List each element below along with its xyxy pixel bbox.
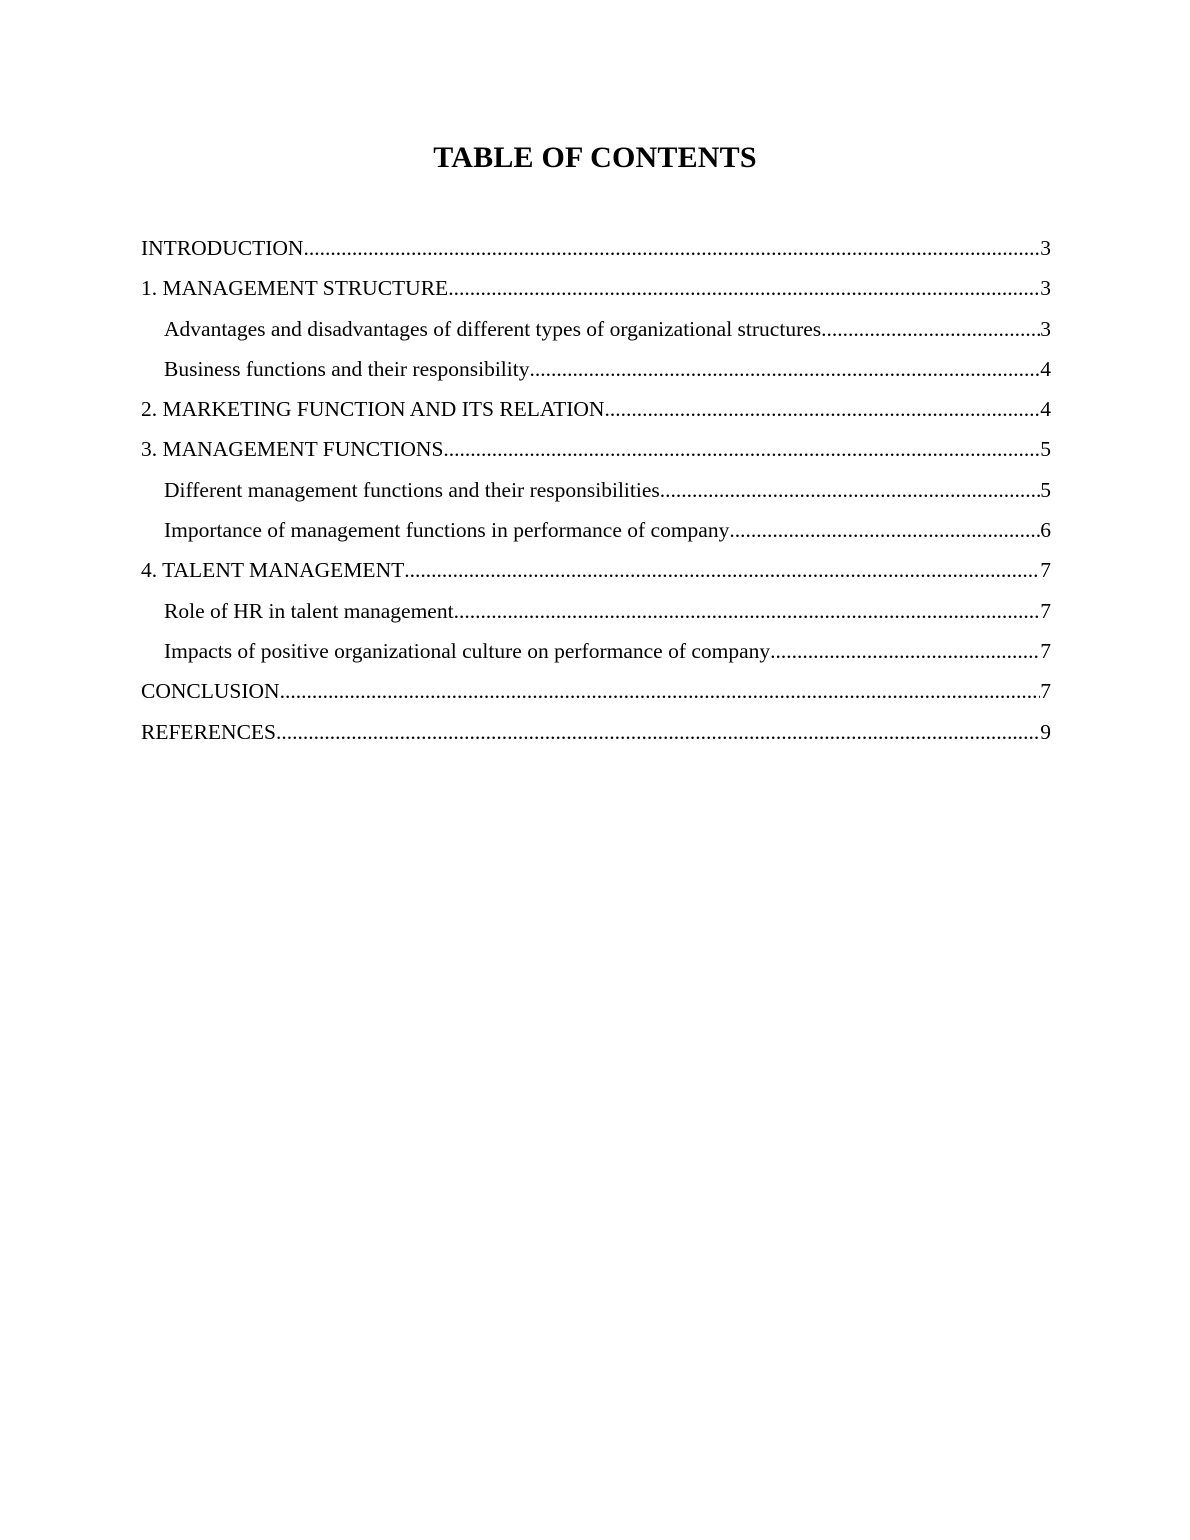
toc-entry-text: 1. MANAGEMENT STRUCTURE [141,276,449,301]
toc-page-number: 4 [1040,397,1051,422]
toc-entry-management-functions[interactable] [141,429,1051,469]
toc-page-number: 4 [1040,356,1051,381]
toc-entry-business-functions[interactable] [141,349,1051,389]
toc-list [141,228,1051,752]
toc-entry-text: 3. MANAGEMENT FUNCTIONS [141,437,444,462]
toc-page-number: 5 [1040,477,1051,502]
toc-entry-talent-management[interactable] [141,550,1051,590]
toc-page-number: 7 [1040,558,1051,583]
toc-entry-different-management-functions[interactable] [141,470,1051,510]
page-title: TABLE OF CONTENTS [433,141,757,174]
toc-entry-introduction[interactable] [141,228,1051,268]
toc-dot-leader [821,309,1040,349]
toc-entry-role-of-hr[interactable] [141,591,1051,631]
toc-entry-importance-management-functions[interactable] [141,510,1051,550]
toc-page-number: 3 [1040,316,1051,341]
toc-page-number: 7 [1040,598,1051,623]
toc-dot-leader [404,550,1040,590]
toc-entry-text: Business functions and their responsibility [164,356,530,381]
toc-entry-text: Role of HR in talent management [164,598,454,623]
toc-dot-leader [660,470,1040,510]
toc-page-number: 3 [1040,276,1051,301]
toc-entry-text: Advantages and disadvantages of different types of organizational structures [164,316,822,341]
toc-dot-leader [454,591,1041,631]
toc-entry-advantages-disadvantages[interactable] [141,309,1051,349]
toc-dot-leader [448,268,1040,308]
toc-dot-leader [729,510,1040,550]
toc-entry-text: CONCLUSION [141,679,280,704]
toc-dot-leader [280,671,1041,711]
toc-entry-text: 2. MARKETING FUNCTION AND ITS RELATION [141,397,605,422]
toc-entry-marketing-function[interactable] [141,389,1051,429]
toc-dot-leader [770,631,1040,671]
toc-dot-leader [276,712,1040,752]
toc-page-number: 7 [1040,679,1051,704]
toc-page-number: 9 [1040,719,1051,744]
toc-entry-references[interactable] [141,712,1051,752]
toc-entry-conclusion[interactable] [141,671,1051,711]
toc-entry-text: Impacts of positive organizational culture on performance of company [164,638,771,663]
toc-entry-management-structure[interactable] [141,268,1051,308]
toc-dot-leader [443,429,1040,469]
toc-page-number: 3 [1040,236,1051,260]
toc-entry-text: Importance of management functions in performance of company [164,518,730,543]
toc-entry-text: Different management functions and their responsibilities [164,477,660,502]
toc-dot-leader [529,349,1040,389]
toc-entry-text: 4. TALENT MANAGEMENT [141,558,405,583]
toc-entry-text: REFERENCES [141,719,276,744]
toc-page-number: 7 [1040,638,1051,663]
toc-entry-impacts-organizational-culture[interactable] [141,631,1051,671]
toc-entry-text: INTRODUCTION [141,236,304,260]
toc-page-number: 5 [1040,437,1051,462]
toc-page-number: 6 [1040,518,1051,543]
toc-dot-leader [303,228,1040,268]
toc-dot-leader [604,389,1040,429]
